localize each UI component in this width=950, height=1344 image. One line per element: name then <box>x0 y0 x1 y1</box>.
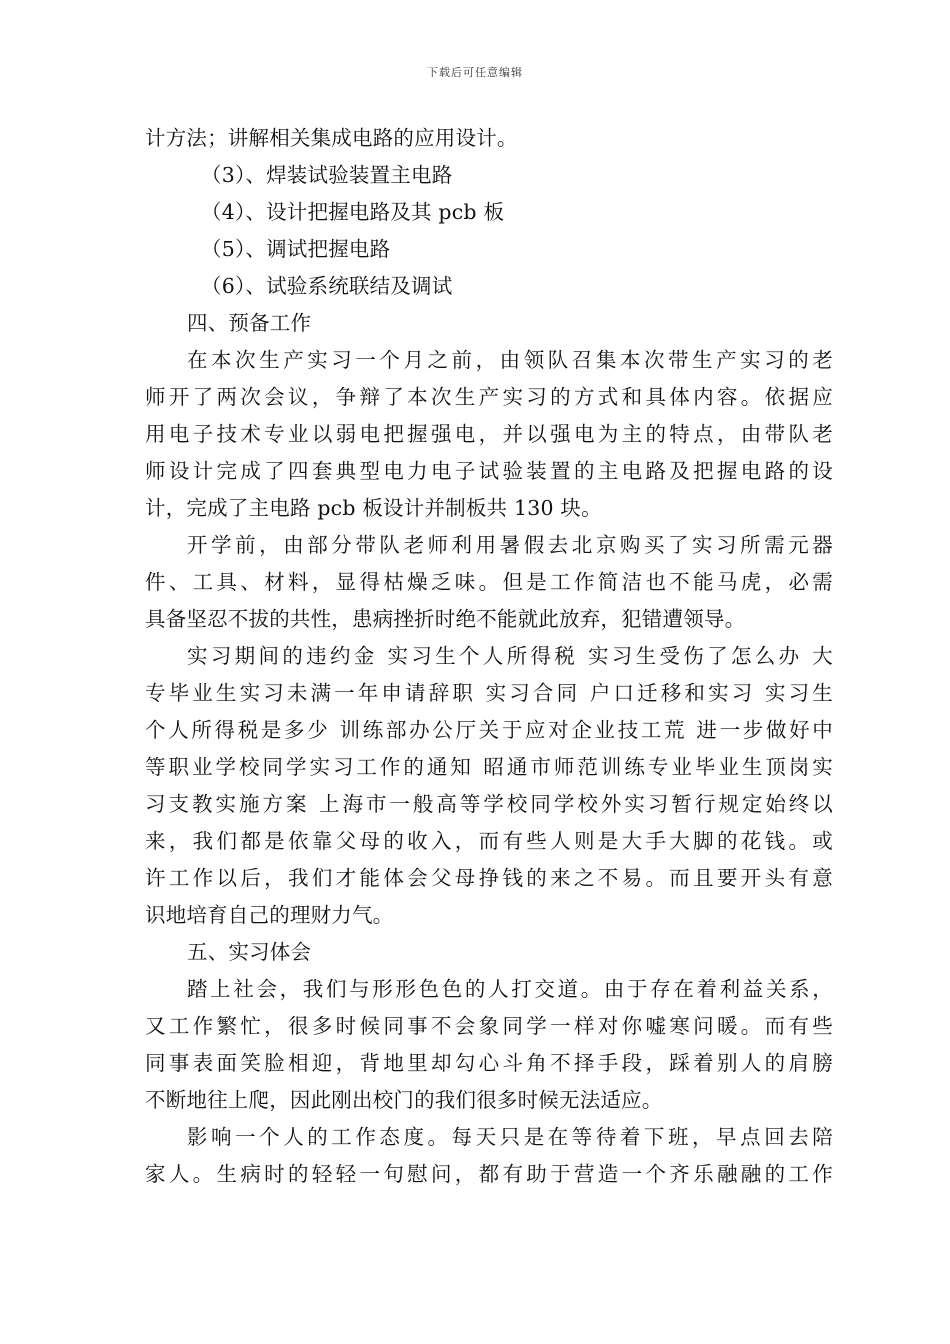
list-item: （3）、焊装试验装置主电路 <box>201 163 453 187</box>
paragraph-line: 踏上社会，我们与形形色色的人打交道。由于存在着利益关系， <box>187 977 833 1001</box>
list-item: （5）、调试把握电路 <box>201 237 391 261</box>
section-heading: 五、实习体会 <box>187 940 312 964</box>
paragraph-line: 家人。生病时的轻轻一句慰问，都有助于营造一个齐乐融融的工作 <box>145 1162 833 1186</box>
paragraph-line: 影响一个人的工作态度。每天只是在等待着下班，早点回去陪 <box>187 1125 833 1149</box>
paragraph-line: 许工作以后，我们才能体会父母挣钱的来之不易。而且要开头有意 <box>145 866 833 890</box>
paragraph-line: 专毕业生实习未满一年申请辞职 实习合同 户口迁移和实习 实习生 <box>145 681 833 705</box>
paragraph-line: 同事表面笑脸相迎，背地里却勾心斗角不择手段，踩着别人的肩膀 <box>145 1051 833 1075</box>
paragraph-line: 个人所得税是多少 训练部办公厅关于应对企业技工荒 进一步做好中 <box>145 718 833 742</box>
paragraph-line: 具备坚忍不拔的共性，患病挫折时绝不能就此放弃，犯错遭领导。 <box>145 607 746 631</box>
document-body <box>145 120 833 1193</box>
paragraph-line: 用电子技术专业以弱电把握强电，并以强电为主的特点，由带队老 <box>145 422 833 446</box>
paragraph-line: 师开了两次会议，争辩了本次生产实习的方式和具体内容。依据应 <box>145 385 833 409</box>
section-heading: 四、预备工作 <box>187 311 312 335</box>
paragraph-line: 又工作繁忙，很多时候同事不会象同学一样对你嘘寒问暖。而有些 <box>145 1014 833 1038</box>
paragraph-line: 开学前，由部分带队老师利用暑假去北京购买了实习所需元器 <box>187 533 833 557</box>
paragraph-line: 件、工具、材料，显得枯燥乏味。但是工作简洁也不能马虎，必需 <box>145 570 833 594</box>
page-header-note: 下载后可任意编辑 <box>427 66 523 79</box>
paragraph-line: 在本次生产实习一个月之前，由领队召集本次带生产实习的老 <box>187 348 833 372</box>
list-item: （6）、试验系统联结及调试 <box>201 274 453 298</box>
paragraph-line: 不断地往上爬，因此刚出校门的我们很多时候无法适应。 <box>145 1088 663 1112</box>
paragraph-line: 等职业学校同学实习工作的通知 昭通市师范训练专业毕业生顶岗实 <box>145 755 833 779</box>
list-item: （4）、设计把握电路及其 pcb 板 <box>201 200 505 224</box>
paragraph-line: 师设计完成了四套典型电力电子试验装置的主电路及把握电路的设 <box>145 459 833 483</box>
paragraph-line: 来，我们都是依靠父母的收入，而有些人则是大手大脚的花钱。或 <box>145 829 833 853</box>
text-line: 计方法；讲解相关集成电路的应用设计。 <box>145 126 518 150</box>
paragraph-line: 识地培育自己的理财力气。 <box>145 903 394 927</box>
paragraph-line: 实习期间的违约金 实习生个人所得税 实习生受伤了怎么办 大 <box>187 644 833 668</box>
paragraph-line: 习支教实施方案 上海市一般高等学校同学校外实习暂行规定始终以 <box>145 792 833 816</box>
paragraph-line: 计，完成了主电路 pcb 板设计并制板共 130 块。 <box>145 496 602 520</box>
